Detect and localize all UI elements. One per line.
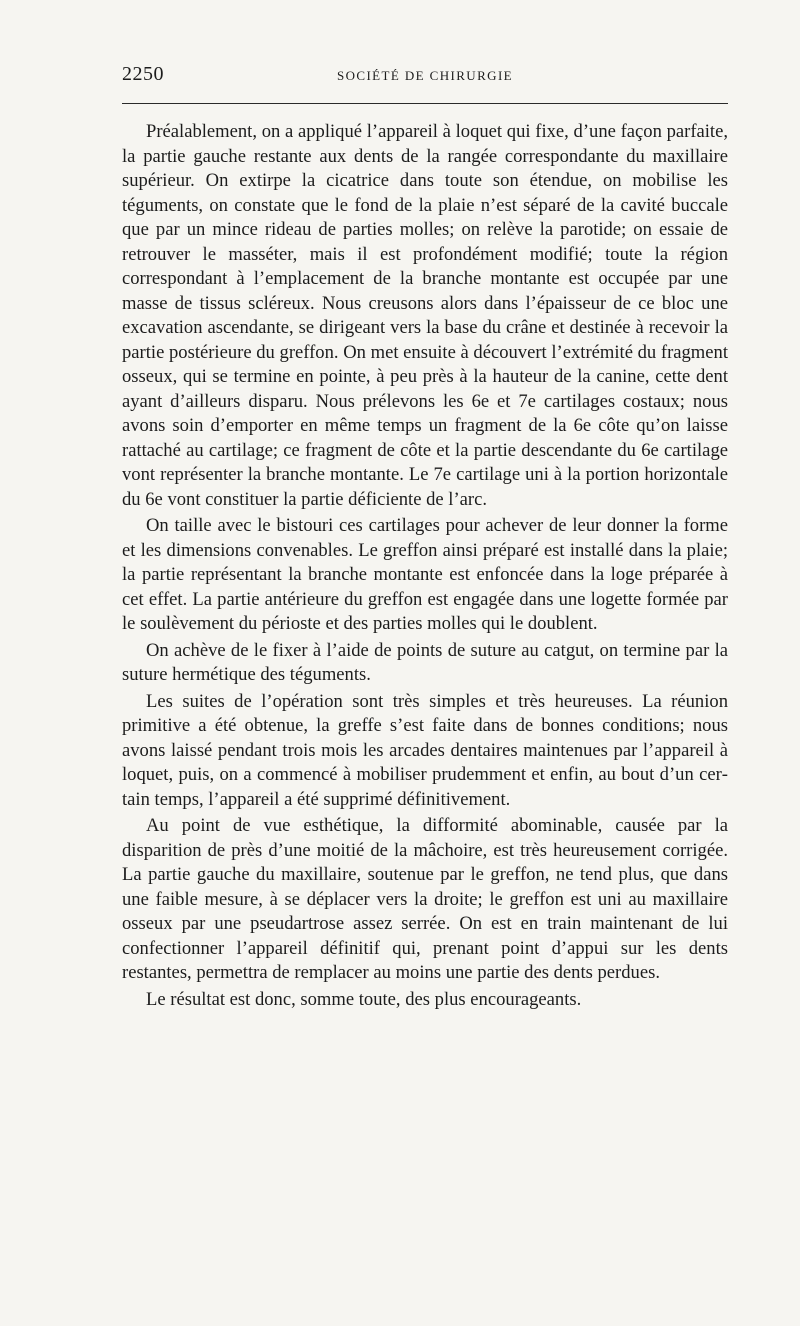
page-number: 2250 (122, 63, 164, 85)
paragraph: Le résultat est donc, somme toute, des plus encourageants. (146, 988, 582, 1010)
header-rule (122, 103, 728, 104)
running-head: SOCIÉTÉ DE CHIRURGIE (336, 68, 514, 83)
paragraph: On achève de le fixer à l’aide de points de suture au catgut, on termine par la suture hermétique des téguments. (122, 639, 728, 685)
paragraph: On taille avec le bistouri ces cartilages pour achever de leur donner la forme et les dimensions convenables. Le greffon ainsi préparé est installé dans la plaie; la partie représentant la branche montante est enfoncée dans la loge préparée à cet effet. La partie antérieure du greffon est engagée dans une logette formée par le soulèvement du périoste et des parties molles qui le doublent. (122, 515, 728, 634)
paragraph: Les suites de l’opération sont très simples et très heureuses. La réunion primitive a été obtenue, la greffe s’est faite dans de bonnes conditions; nous avons laissé pendant trois mois les arcades dentaires maintenues par l’appareil à loquet, puis, on a commencé à mobiliser prudemment et enfin, au bout d’un certain temps, l’appareil a été supprimé définitivement. (122, 690, 728, 810)
paragraph: Préalablement, on a appliqué l’appareil à loquet qui fixe, d’une façon parfaite, la partie gauche restante aux dents de la rangée correspondante du maxillaire supérieur. On extirpe la cicatrice dans toute son étendue, on mobilise les téguments, on constate que le fond de la plaie n’est séparé de la cavité buccale que par un mince rideau de parties molles; on relève la parotide; on essaie de retrouver le masséter, mais il est profondément modifié; toute la région correspondant à l’emplacement de la branche montante est occupée par une masse de tissus scléreux. Nous creusons alors dans l’épaisseur de ce bloc une excavation ascendante, se dirigeant vers la base du crâne et destinée à recevoir la partie postérieure du greffon. On met ensuite à découvert l’extrémité du fragment osseux, qui se termine en pointe, à peu près à la hauteur de la canine, cette dent ayant d’ailleurs disparu. Nous prélevons les 6e et 7e cartilages costaux; nous avons soin d’emporter en même temps un fragment de la 6e côte qu’on laisse rattaché au cartilage; ce fragment de côte et la partie descendante du 6e cartilage vont représenter la branche montante. Le 7e cartilage uni à la portion horizontale du 6e vont constituer la partie déficiente de l’arc. (122, 121, 728, 510)
page-header (122, 63, 728, 89)
body-text (122, 120, 728, 1014)
paragraph: Au point de vue esthétique, la difformité abominable, causée par la disparition de près d’une moitié de la mâchoire, est très heureusement corrigée. La partie gauche du maxillaire, soutenue par le greffon, ne tend plus, que dans une faible mesure, à se déplacer vers la droite; le greffon est uni au maxillaire osseux par une pseudartrose assez serrée. On est en train maintenant de lui confectionner l’appareil définitif qui, prenant point d’appui sur les dents restantes, permettra de remplacer au moins une partie des dents perdues. (122, 815, 728, 983)
